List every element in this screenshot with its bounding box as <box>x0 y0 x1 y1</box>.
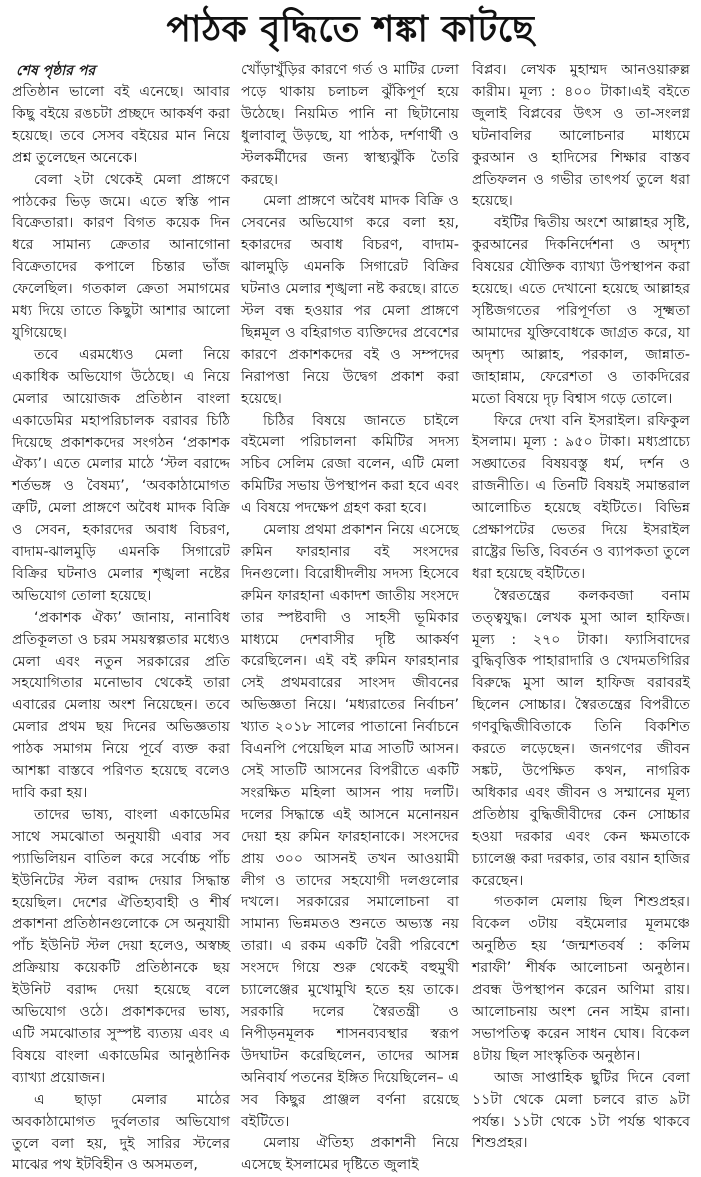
paragraph: বইটির দ্বিতীয় অংশে আল্লাহর সৃষ্টি, কুরআনের দিকনির্দেশনা ও অদৃশ্য বিষয়ের যৌক্তিক ব্যাখ্যা উপস্থাপন করা হয়েছে। এতে দেখানো হয়েছে আল্লাহর সৃষ্টিজগতের পরিপূর্ণতা ও সূক্ষ্মতা আমাদের যুক্তিবোধকে জাগ্রত করে, যা অদৃশ্য আল্লাহ, পরকাল, জান্নাত-জাহান্নাম, ফেরেশতা ও তাকদিরের মতো বিষয়ে দৃঢ় বিশ্বাস গড়ে তোলে। <box>472 215 690 407</box>
paragraph: বেলা ২টা থেকেই মেলা প্রাঙ্গণে পাঠকের ভিড় জমে। এতে স্বস্তি পান বিক্রেতারা। কারণ বিগত কয়েক দিন ধরে সামান্য ক্রেতার আনাগোনা বিক্রেতাদের কপালে চিন্তার ভাঁজ ফেলেছিল। গতকাল ক্রেতা সমাগমের মধ্য দিয়ে তাতে কিছুটা আশার আলো যুগিয়েছে। <box>12 171 230 341</box>
article-column-3 <box>472 60 690 1155</box>
paragraph: মেলায় ঐতিহ্য প্রকাশনী নিয়ে এসেছে ইসলামের দৃষ্টিতে জুলাই <box>241 1135 459 1174</box>
paragraph: ফিরে দেখা বনি ইসরাইল। রফিকুল ইসলাম। মূল্য : ৯৫০ টাকা। মধ্যপ্রাচ্যে সঙ্ঘাতের বিষয়বস্তু ধর্ম, দর্শন ও রাজনীতি। এ তিনটি বিষয়ই সমান্তরাল আলোচিত হয়েছে বইটিতে। বিভিন্ন প্রেক্ষাপটের ভেতর দিয়ে ইসরাইল রাষ্ট্রের ভিত্তি, বিবর্তন ও ব্যাপকতা তুলে ধরা হয়েছে বইটিতে। <box>472 412 690 582</box>
paragraph: তাদের ভাষ্য, বাংলা একাডেমির সাথে সমঝোতা অনুযায়ী এবার সব প্যাভিলিয়ন বাতিল করে সর্বোচ্চ পাঁচ ইউনিটের স্টল বরাদ্দ দেয়ার সিদ্ধান্ত হয়েছিল। দেশের ঐতিহ্যবাহী ও শীর্ষ প্রকাশনা প্রতিষ্ঠানগুলোকে সে অনুযায়ী পাঁচ ইউনিট স্টল দেয়া হলেও, অস্বচ্ছ প্রক্রিয়ায় কয়েকটি প্রতিষ্ঠানকে ছয় ইউনিট বরাদ্দ দেয়া হয়েছে বলে অভিযোগ ওঠে। প্রকাশকদের ভাষ্য, এটি সমঝোতার সুস্পষ্ট ব্যত্যয় এবং এ বিষয়ে বাংলা একাডেমির আনুষ্ঠানিক ব্যাখ্যা প্রয়োজন। <box>12 806 230 1086</box>
paragraph: চিঠির বিষয়ে জানতে চাইলে বইমেলা পরিচালনা কমিটির সদস্য সচিব সেলিম রেজা বলেন, এটি মেলা কমিটির সভায় উপস্থাপন করা হবে এবং এ বিষয়ে পদক্ষেপ গ্রহণ করা হবে। <box>241 412 459 517</box>
paragraph: এ ছাড়া মেলার মাঠের অবকাঠামোগত দুর্বলতার অভিযোগ তুলে বলা হয়, দুই সারির স্টলের মাঝের পথ ইটবিহীন ও অসমতল, <box>12 1091 230 1174</box>
article-column-2 <box>241 60 459 1177</box>
headline: পাঠক বৃদ্ধিতে শঙ্কা কাটছে <box>166 9 535 50</box>
paragraph: মেলায় প্রথমা প্রকাশন নিয়ে এসেছে রুমিন ফারহানার বই সংসদের দিনগুলো। বিরোধীদলীয় সদস্য হিসেবে রুমিন ফারহানা একাদশ জাতীয় সংসদে তার স্পষ্টবাদী ও সাহসী ভূমিকার মাধ্যমে দেশবাসীর দৃষ্টি আকর্ষণ করেছিলেন। এই বই রুমিন ফারহানার সেই প্রথমবারের সাংসদ জীবনের অভিজ্ঞতা নিয়ে। ‘মধ্যরাতের নির্বাচন’ খ্যাত ২০১৮ সালের পাতানো নির্বাচনে বিএনপি পেয়েছিল মাত্র সাতটি আসন। সেই সাতটি আসনের বিপরীতে একটি সংরক্ষিত মহিলা আসন পায় দলটি। দলের সিদ্ধান্তে এই আসনে মনোনয়ন দেয়া হয় রুমিন ফারহানাকে। সংসদের প্রায় ৩০০ আসনই তখন আওয়ামী লীগ ও তাদের সহযোগী দলগুলোর দখলে। সরকারের সমালোচনা বা সামান্য ভিন্নমতও শুনতে অভ্যস্ত নয় তারা। এ রকম একটি বৈরী পরিবেশে সংসদে গিয়ে শুরু থেকেই বহুমুখী চ্যালেঞ্জের মুখোমুখি হতে হয় তাকে। সরকারি দলের স্বৈরতন্ত্রী ও নিপীড়নমূলক শাসনব্যবস্থার স্বরূপ উদঘাটন করেছিলেন, তাদের আসন্ন অনিবার্য পতনের ইঙ্গিত দিয়েছিলেন– এ সব কিছুর প্রাঞ্জল বর্ণনা রয়েছে বইটিতে। <box>241 522 459 1130</box>
paragraph: গতকাল মেলায় ছিল শিশুপ্রহর। বিকেল ৩টায় বইমেলার মূলমঞ্চে অনুষ্ঠিত হয় ‘জন্মশতবর্ষ : কলিম শরাফী’ শীর্ষক আলোচনা অনুষ্ঠান। প্রবন্ধ উপস্থাপন করেন অণিমা রায়। আলোচনায় অংশ নেন সাইম রানা। সভাপতিত্ব করেন সাধন ঘোষ। বিকেল ৪টায় ছিল সাংস্কৃতিক অনুষ্ঠান। <box>472 894 690 1064</box>
paragraph: প্রতিষ্ঠান ভালো বই এনেছে। আবার কিছু বইয়ে রঙচটা প্রচ্ছদে আকর্ষণ করা হয়েছে। তবে সেসব বইয়ের মান নিয়ে প্রশ্ন তুলেছেন অনেকে। <box>12 84 230 166</box>
paragraph: বিপ্লব। লেখক মুহাম্মদ আনওয়ারুল্ল কারীম। মূল্য : ৪০০ টাকা।এই বইতে জুলাই বিপ্লবের উৎস ও তা-সংলগ্ন ঘটনাবলির আলোচনার মাধ্যমে কুরআন ও হাদিসের শিক্ষার বাস্তব প্রতিফলন ও গভীর তাৎপর্য তুলে ধরা হয়েছে। <box>472 62 690 210</box>
paragraph: স্বৈরতন্ত্রের কলকবজা বনাম তত্ত্বযুদ্ধ। লেখক মুসা আল হাফিজ। মূল্য : ২৭০ টাকা। ফ্যাসিবাদের বুদ্ধিবৃত্তিক পাহারাদারি ও খেদমতগিরির বিরুদ্ধে মুসা আল হাফিজ বরাবরই ছিলেন সোচ্চার। স্বৈরতন্ত্রের বিপরীতে গণবুদ্ধিজীবিতাকে তিনি বিকশিত করতে লড়েছেন। জনগণের জীবন সঙ্কট, উপেক্ষিত কথন, নাগরিক অধিকার এবং জীবন ও সম্মানের মূল্য প্রতিষ্ঠায় বুদ্ধিজীবীদের কেন সোচ্চার হওয়া দরকার এবং কেন ক্ষমতাকে চ্যালেঞ্জ করা দরকার, তার বয়ান হাজির করেছেন। <box>472 587 690 889</box>
continued-from-label: শেষ পৃষ্ঠার পর <box>16 63 96 79</box>
paragraph: তবে এরমধ্যেও মেলা নিয়ে একাধিক অভিযোগ উঠেছে। এ নিয়ে মেলার আয়োজক প্রতিষ্ঠান বাংলা একাডেমির মহাপরিচালক বরাবর চিঠি দিয়েছে প্রকাশকদের সংগঠন ‘প্রকাশক ঐক্য’। এতে মেলার মাঠে ‘স্টল বরাদ্দে শর্তভঙ্গ ও বৈষম্য’, ‘অবকাঠামোগত ত্রুটি, মেলা প্রাঙ্গণে অবৈধ মাদক বিক্রি ও সেবন, হকারদের অবাধ বিচরণ, বাদাম-ঝালমুড়ি এমনকি সিগারেট বিক্রির ঘটনাও মেলার শৃঙ্খলা নষ্টের অভিযোগ তোলা হয়েছে। <box>12 346 230 604</box>
article-column-1 <box>12 60 230 1177</box>
paragraph: ‘প্রকাশক ঐক্য’ জানায়, নানাবিধ প্রতিকূলতা ও চরম সময়স্বল্পতার মধ্যেও মেলা এবং নতুন সরকারের প্রতি সহযোগিতার মনোভাব থেকেই তারা এবারের মেলায় অংশ নিয়েছেন। তবে মেলার প্রথম ছয় দিনের অভিজ্ঞতায় পাঠক সমাগম নিয়ে পূর্বে ব্যক্ত করা আশঙ্কা বাস্তবে পরিণত হয়েছে বলেও দাবি করা হয়। <box>12 609 230 801</box>
paragraph: খোঁড়াখুঁড়ির কারণে গর্ত ও মাটির ঢেলা পড়ে থাকায় চলাচল ঝুঁকিপূর্ণ হয়ে উঠেছে। নিয়মিত পানি না ছিটানোয় ধুলাবালু উড়ছে, যা পাঠক, দর্শণার্থী ও স্টলকর্মীদের জন্য স্বাস্থ্যঝুঁকি তৈরি করছে। <box>241 62 459 188</box>
paragraph: আজ সাপ্তাহিক ছুটির দিনে বেলা ১১টা থেকে মেলা চলবে রাত ৯টা পর্যন্ত। ১১টা থেকে ১টা পর্যন্ত থাকবে শিশুপ্রহর। <box>472 1069 690 1152</box>
paragraph: মেলা প্রাঙ্গণে অবৈধ মাদক বিক্রি ও সেবনের অভিযোগ করে বলা হয়, হকারদের অবাধ বিচরণ, বাদাম-ঝালমুড়ি এমনকি সিগারেট বিক্রির ঘটনাও মেলার শৃঙ্খলা নষ্ট করছে। রাতে স্টল বন্ধ হওয়ার পর মেলা প্রাঙ্গণে ছিন্নমূল ও বহিরাগত ব্যক্তিদের প্রবেশের কারণে প্রকাশকদের বই ও সম্পদের নিরাপত্তা নিয়ে উদ্বেগ প্রকাশ করা হয়েছে। <box>241 193 459 407</box>
